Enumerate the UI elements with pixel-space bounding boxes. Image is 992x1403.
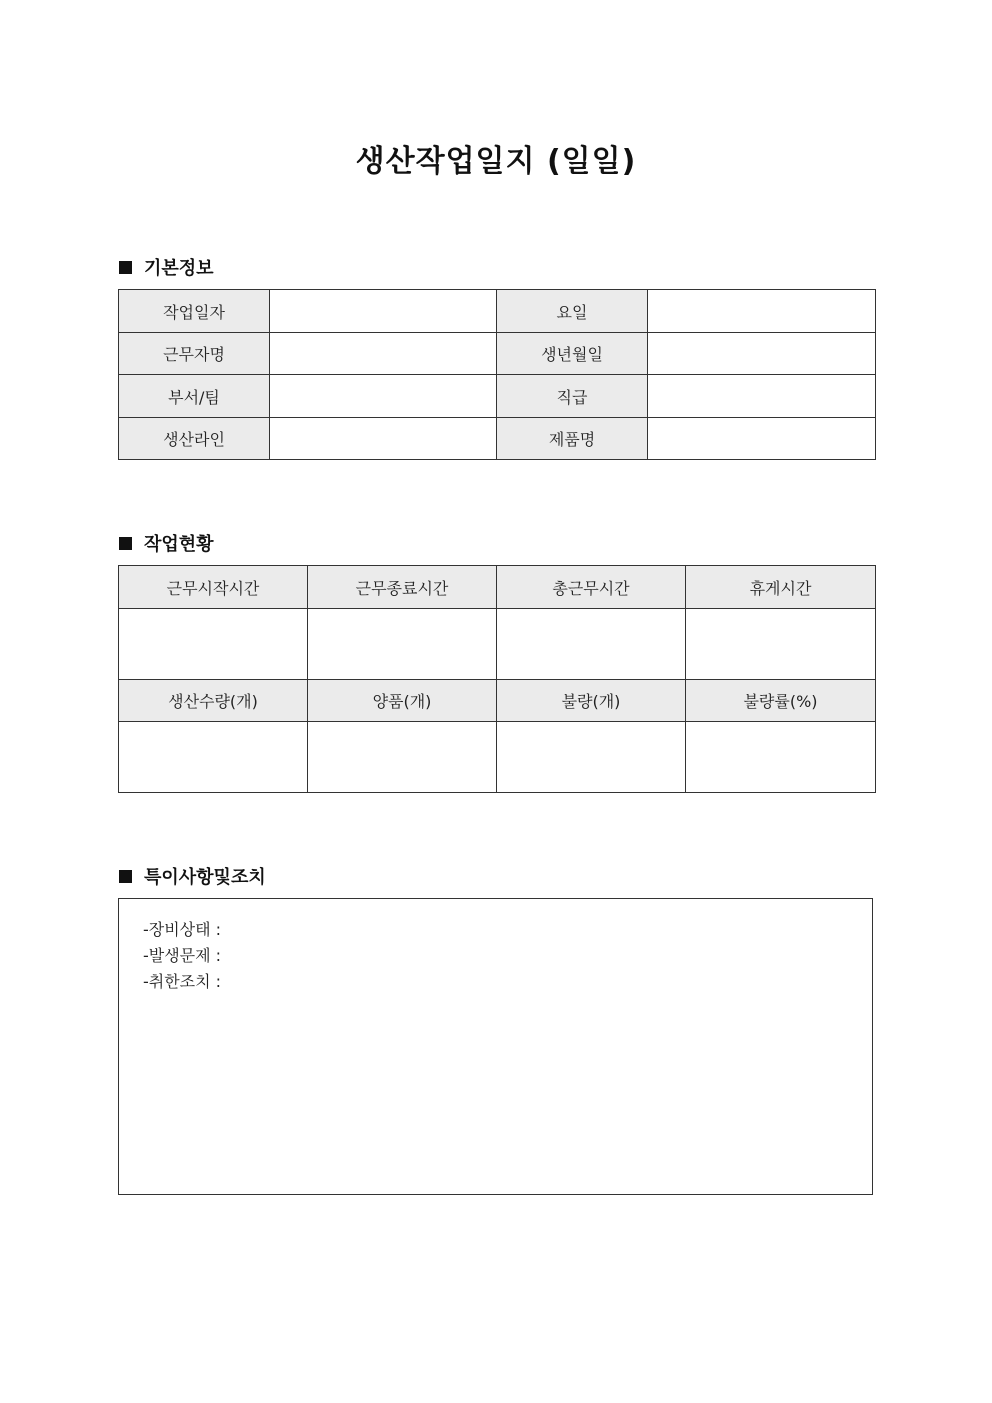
square-bullet-icon [119,537,132,550]
label-product-name: 제품명 [497,418,648,460]
header-production-qty: 생산수량(개) [119,680,308,722]
table-row [119,680,876,722]
work-status-table [118,565,876,793]
field-worker-name[interactable] [270,333,497,375]
field-break-time[interactable] [686,609,876,680]
field-end-time[interactable] [308,609,497,680]
table-row [119,722,876,793]
field-good-qty[interactable] [308,722,497,793]
label-production-line: 생산라인 [119,418,270,460]
field-total-hours[interactable] [497,609,686,680]
header-good-qty: 양품(개) [308,680,497,722]
label-department: 부서/팀 [119,375,270,418]
field-production-line[interactable] [270,418,497,460]
field-defect-qty[interactable] [497,722,686,793]
table-row [119,333,876,375]
field-day-of-week[interactable] [648,290,876,333]
label-day-of-week: 요일 [497,290,648,333]
field-product-name[interactable] [648,418,876,460]
table-row [119,290,876,333]
square-bullet-icon [119,870,132,883]
section-heading-notes-label: 특이사항및조치 [144,867,266,888]
table-row [119,375,876,418]
label-worker-name: 근무자명 [119,333,270,375]
header-defect-rate: 불량률(%) [686,680,876,722]
field-birth-date[interactable] [648,333,876,375]
field-start-time[interactable] [119,609,308,680]
section-heading-work [119,530,214,556]
table-row [119,418,876,460]
note-action-taken: -취한조치 : [143,972,222,991]
field-department[interactable] [270,375,497,418]
field-defect-rate[interactable] [686,722,876,793]
label-birth-date: 생년월일 [497,333,648,375]
field-position[interactable] [648,375,876,418]
header-defect-qty: 불량(개) [497,680,686,722]
section-heading-work-label: 작업현황 [144,534,214,555]
header-start-time: 근무시작시간 [119,566,308,609]
table-row [119,566,876,609]
header-end-time: 근무종료시간 [308,566,497,609]
note-issue-occurred: -발생문제 : [143,946,222,965]
section-heading-basic [119,254,214,280]
label-work-date: 작업일자 [119,290,270,333]
table-row [119,609,876,680]
note-equipment-status: -장비상태 : [143,920,222,939]
basic-info-table [118,289,876,460]
field-work-date[interactable] [270,290,497,333]
section-heading-notes [119,863,266,889]
header-total-hours: 총근무시간 [497,566,686,609]
field-production-qty[interactable] [119,722,308,793]
notes-box[interactable] [118,898,873,1195]
page-title: 생산작업일지 (일일) [355,144,637,179]
section-heading-basic-label: 기본정보 [144,258,214,279]
label-position: 직급 [497,375,648,418]
square-bullet-icon [119,261,132,274]
header-break-time: 휴게시간 [686,566,876,609]
